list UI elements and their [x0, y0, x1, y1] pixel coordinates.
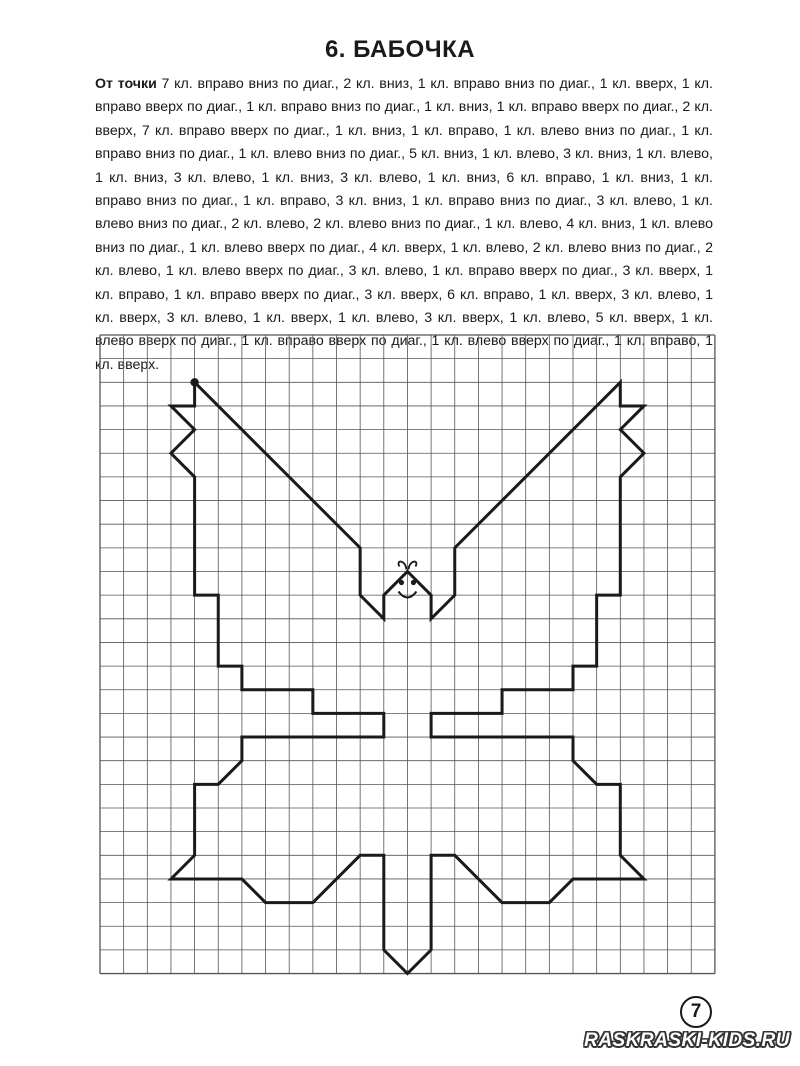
site-watermark: RASKRASKI-KIDS.RU: [584, 1030, 790, 1051]
instructions-lead: От точки: [95, 76, 157, 92]
left-antenna: [399, 562, 407, 570]
instructions-text: 7 кл. вправо вниз по диаг., 2 кл. вниз, 1 кл. вправо вниз по диаг., 1 кл. вверх, 1 кл. вправо вверх по диаг., 1 кл. вправо вниз по диаг., 1 кл. вниз, 1 кл. вправо вверх по диаг., 2 кл. вверх, 7 кл. вправо вверх по диаг., 1 кл. вниз, 1 кл. вправо, 1 кл. влево вниз по диаг., 1 кл. вправо вниз по диаг., 1 кл. влево вниз по диаг., 5 кл. вниз, 1 кл. влево, 3 кл. вниз, 1 кл. влево, 1 кл. вниз, 3 кл. влево, 1 кл. вниз, 3 кл. влево, 1 кл. вниз, 6 кл. вправо, 1 кл. вниз, 1 кл. вправо вниз по диаг., 1 кл. вправо, 3 кл. вниз, 1 кл. вправо вниз по диаг., 3 кл. влево, 1 кл. влево вниз по диаг., 2 кл. влево, 2 кл. влево вниз по диаг., 1 кл. влево, 4 кл. вниз, 1 кл. влево вниз по диаг., 1 кл. влево вверх по диаг., 4 кл. вверх, 1 кл. влево, 2 кл. влево вниз по диаг., 2 кл. влево, 1 кл. влево вверх по диаг., 3 кл. влево, 1 кл. вправо вверх по диаг., 3 кл. вверх, 1 кл. вправо, 1 кл. вправо вверх по диаг., 3 кл. вверх, 6 кл. вправо, 1 кл. вверх, 3 кл. влево, 1 кл. вверх, 3 кл. влево, 1 кл. вверх, 1 кл. влево, 3 кл. вверх, 1 кл. влево, 5 кл. вверх, 1 кл. влево вверх по диаг., 1 кл. вправо вверх по диаг., 1 кл. влево вверх по диаг., 1 кл. вправо, 1 кл. вверх.: [95, 76, 713, 373]
page-title: 6. БАБОЧКА: [324, 36, 476, 63]
start-point-dot: [190, 378, 198, 386]
right-antenna: [408, 562, 416, 570]
left-eye: [399, 580, 404, 585]
page-number-badge: 7: [680, 996, 712, 1028]
right-eye: [411, 580, 416, 585]
